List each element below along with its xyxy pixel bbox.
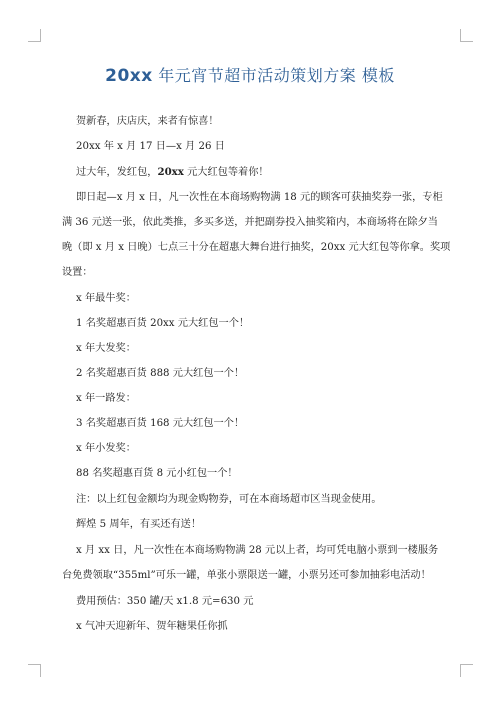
crop-mark-top-left	[28, 29, 41, 42]
crop-mark-bottom-left	[28, 664, 41, 677]
anniversary-line: 辉煌 5 周年，有买还有送！	[76, 519, 202, 530]
prize4-title: x 年小发奖：	[76, 443, 136, 454]
prize1-title: x 年最牛奖：	[76, 293, 136, 304]
greeting-line: 贺新春，庆店庆，来者有惊喜！	[76, 116, 219, 127]
prize3-desc: 3 名奖超惠百货 168 元大红包一个！	[76, 418, 245, 429]
note-line: 注：以上红包金额均为现金购物券，可在本商场超市区当现金使用。	[76, 494, 382, 505]
paragraph2-line2: 台免费领取“355ml”可乐一罐，单张小票限送一罐，小票另还可参加抽彩电活动！	[62, 570, 431, 581]
cost-line: 费用预估：350 罐/天 x1.8 元=630 元	[76, 596, 254, 607]
prize2-title: x 年大发奖：	[76, 343, 136, 354]
title-number: 20xx	[105, 66, 153, 86]
last-line: x 气冲天迎新年、贺年糖果任你抓	[76, 621, 228, 632]
paragraph2-line1: x 月 xx 日，凡一次性在本商场购物满 28 元以上者，均可凭电脑小票到一楼服务	[76, 545, 439, 556]
prize4-desc: 88 名奖超惠百货 8 元小红包一个！	[76, 468, 238, 479]
paragraph1-line4: 设置：	[62, 267, 93, 278]
prize1-desc: 1 名奖超惠百货 20xx 元大红包一个！	[76, 318, 250, 329]
paragraph1-line1: 即日起—x 月 x 日，凡一次性在本商场购物满 18 元的顾客可获抽奖券一张，专柜	[76, 192, 443, 203]
prize2-desc: 2 名奖超惠百货 888 元大红包一个！	[76, 368, 245, 379]
slogan-line	[76, 165, 269, 180]
crop-mark-top-right	[460, 29, 473, 42]
document-title	[0, 63, 500, 86]
dates-line: 20xx 年 x 月 17 日—x 月 26 日	[76, 141, 225, 152]
crop-mark-bottom-right	[460, 664, 473, 677]
paragraph1-line3: 晚（即 x 月 x 日晚）七点三十分在超惠大舞台进行抽奖，20xx 元大红包等你拿。奖项	[62, 242, 451, 253]
title-text: 年元宵节超市活动策划方案 模板	[152, 66, 395, 85]
slogan-pre: 过大年，发红包，	[76, 167, 158, 178]
prize3-title: x 年一路发：	[76, 393, 136, 404]
slogan-bold: 20xx	[157, 166, 184, 178]
slogan-post: 元大红包等着你！	[183, 167, 269, 178]
paragraph1-line2: 满 36 元送一张，依此类推，多买多送，并把副券投入抽奖箱内，本商场将在除夕当	[62, 217, 438, 228]
